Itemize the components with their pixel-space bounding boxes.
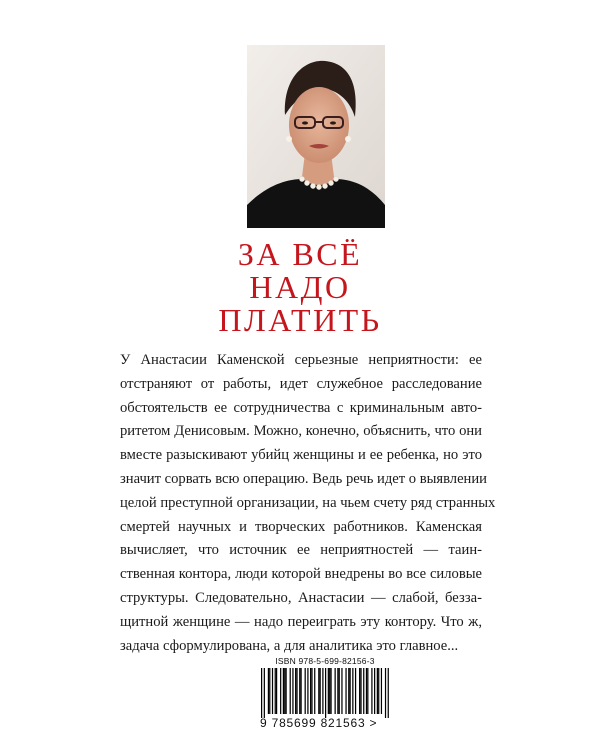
- barcode-bar: [329, 668, 330, 714]
- barcode-bar: [385, 668, 386, 718]
- barcode-bar: [367, 668, 368, 714]
- blurb-line: задача сформулирована, а для аналитика это главное...: [120, 637, 459, 654]
- barcode-bar: [345, 668, 346, 714]
- barcode-bar: [318, 668, 319, 714]
- barcode-bar: [310, 668, 311, 714]
- barcode-bar: [374, 668, 375, 714]
- barcode-bar: [283, 668, 284, 714]
- barcode-bar: [311, 668, 312, 714]
- blurb-line: целой преступной организации, на чьем счету ряд странных: [120, 494, 496, 511]
- barcode-bar: [359, 668, 360, 714]
- barcode-bar: [300, 668, 301, 714]
- barcode-bar: [292, 668, 293, 714]
- blurb-line: значит сорвать всю операцию. Ведь речь идет о выявлении: [120, 470, 487, 487]
- barcode-bar: [348, 668, 349, 714]
- barcode-bar: [366, 668, 367, 714]
- book-blurb: [120, 349, 496, 658]
- barcode-bar: [381, 668, 382, 714]
- barcode-bar: [377, 668, 378, 714]
- barcode-bar: [330, 668, 331, 714]
- isbn-block: [260, 656, 390, 734]
- barcode-bar: [299, 668, 300, 714]
- blurb-line: отстраняют от работы, идет служебное расследование: [120, 375, 482, 392]
- barcode-bar: [290, 668, 291, 714]
- book-title-line: НАДО: [249, 269, 351, 305]
- barcode-bar: [268, 668, 269, 714]
- blurb-line: ритетом Денисовым. Можно, конечно, объяснить, что они: [120, 423, 482, 440]
- barcode-bar: [341, 668, 342, 714]
- blurb-line: щитной женщине — надо переиграть эту контору. Что ж,: [120, 613, 482, 630]
- isbn-label: ISBN 978-5-699-82156-3: [275, 656, 375, 666]
- barcode-icon: [260, 668, 390, 718]
- barcode-bar: [284, 668, 285, 714]
- barcode-bar: [272, 668, 273, 714]
- barcode-bar: [280, 668, 281, 714]
- blurb-line: структуры. Следовательно, Анастасии — слабой, безза-: [120, 589, 482, 606]
- barcode-bar: [350, 668, 351, 714]
- barcode-bar: [322, 668, 323, 714]
- blurb-line: ственная контора, люди которой внедрены во все силовые: [120, 566, 482, 583]
- barcode-bar: [328, 668, 329, 714]
- barcode-bar: [261, 668, 262, 718]
- blurb-line: вместе разыскивают убийц женщины и ее ребенка, но это: [120, 447, 482, 464]
- blurb-line: У Анастасии Каменской серьезные неприятности: ее: [120, 352, 482, 368]
- barcode-bar: [305, 668, 306, 714]
- barcode-bar: [286, 668, 287, 714]
- book-title-line: ПЛАТИТЬ: [218, 302, 382, 338]
- barcode-bar: [371, 668, 372, 714]
- barcode-bar: [275, 668, 276, 714]
- barcode-bar: [276, 668, 277, 714]
- barcode-digits: 9 785699 821563 >: [260, 716, 378, 730]
- barcode-bar: [269, 668, 270, 714]
- barcode-bar: [352, 668, 353, 714]
- barcode-bar: [320, 668, 321, 714]
- book-title: [0, 238, 600, 337]
- barcode-bar: [296, 668, 297, 714]
- barcode-bar: [355, 668, 356, 714]
- blurb-line: смертей научных и творческих работников. Каменская: [120, 518, 482, 535]
- barcode-bar: [339, 668, 340, 714]
- book-title-line: ЗА ВСЁ: [237, 236, 363, 272]
- barcode-bar: [363, 668, 364, 714]
- barcode-bar: [388, 668, 389, 718]
- barcode-bar: [335, 668, 336, 714]
- blurb-line: вычисляет, что источник ее неприятностей — таин-: [120, 542, 482, 559]
- blurb-line: обстоятельств ее сотрудничества с криминальным авто-: [120, 399, 482, 416]
- barcode-bar: [378, 668, 379, 714]
- barcode-bar: [314, 668, 315, 714]
- barcode-bar: [295, 668, 296, 714]
- author-photo: [247, 45, 385, 228]
- barcode-bar: [325, 668, 326, 718]
- barcode-bar: [264, 668, 265, 718]
- barcode-bar: [307, 668, 308, 714]
- author-portrait-illustration: [247, 45, 385, 228]
- barcode-bar: [360, 668, 361, 714]
- barcode-bar: [337, 668, 338, 714]
